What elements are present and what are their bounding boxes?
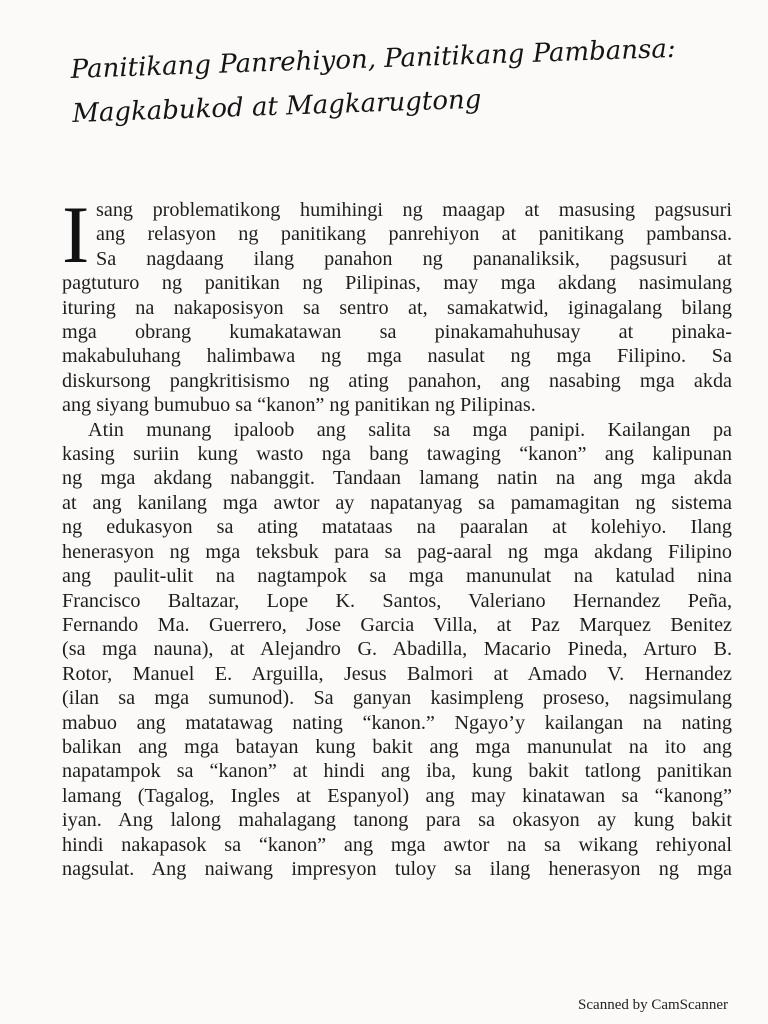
text-line: at ang kanilang mga awtor ay napatanyag sa pamamagitan ng sistema [62,491,732,514]
text-line: ang relasyon ng panitikang panrehiyon at panitikang pambansa. [96,223,732,246]
text-line: (sa mga nauna), at Alejandro G. Abadilla, Macario Pineda, Arturo B. [62,638,732,661]
text-line: ituring na nakaposisyon sa sentro at, samakatwid, iginagalang bilang [62,296,732,319]
drop-cap: I [62,189,90,280]
text-line: ng edukasyon sa ating matataas na paaralan at kolehiyo. Ilang [62,516,732,539]
text-line: Atin munang ipaloob ang salita sa mga panipi. Kailangan pa [88,418,732,441]
text-line: ang paulit-ulit na nagtampok sa mga manunulat na katulad nina [62,565,732,588]
text-line: nagsulat. Ang naiwang impresyon tuloy sa ilang henerasyon ng mga [62,857,732,880]
text-line: Sa nagdaang ilang panahon ng pananaliksik, pagsusuri at [96,247,732,270]
text-line: Rotor, Manuel E. Arguilla, Jesus Balmori at Amado V. Hernandez [62,662,732,685]
text-line: iyan. Ang lalong mahalagang tanong para sa okasyon ay kung bakit [62,809,732,832]
text-line: kasing suriin kung wasto nga bang tawaging “kanon” ang kalipunan [62,443,732,466]
text-line: mabuo ang matatawag nating “kanon.” Ngayo’y kailangan na nating [62,711,732,734]
paragraph-1-lines [62,189,732,418]
chapter-title [70,26,713,136]
text-line: ng mga akdang nabanggit. Tandaan lamang natin na ang mga akda [62,467,732,490]
text-line: Francisco Baltazar, Lope K. Santos, Valeriano Hernandez Peña, [62,589,732,612]
paragraph-2 [62,418,732,882]
text-line: makabuluhang halimbawa ng mga nasulat ng mga Filipino. Sa [62,345,732,368]
text-line: Fernando Ma. Guerrero, Jose Garcia Villa, at Paz Marquez Benitez [62,613,732,636]
text-line: diskursong pangkritisismo ng ating panahon, ang nasabing mga akda [62,369,732,392]
text-line: (ilan sa mga sumunod). Sa ganyan kasimpleng proseso, nagsimulang [62,687,732,710]
text-line: sang problematikong humihingi ng maagap at masusing pagsusuri [96,199,732,221]
text-line: lamang (Tagalog, Ingles at Espanyol) ang may kinatawan sa “kanong” [62,784,732,807]
text-line: ang siyang bumubuo sa “kanon” ng panitikan ng Pilipinas. [62,394,536,417]
scanner-watermark: Scanned by CamScanner [578,997,728,1013]
text-line: henerasyon ng mga teksbuk para sa pag-aaral ng mga akdang Filipino [62,540,732,563]
title-line-2: Magkabukod at Magkarugtong [71,84,482,129]
body-text [62,189,732,881]
paragraph-1 [62,189,732,418]
text-line: balikan ang mga batayan kung bakit ang mga manunulat na ito ang [62,735,732,758]
text-line: napatampok sa “kanon” at hindi ang iba, kung bakit tatlong panitikan [62,760,732,783]
text-line: pagtuturo ng panitikan ng Pilipinas, may mga akdang nasimulang [62,272,732,295]
title-line-1: Panitikang Panrehiyon, Panitikang Pambansa: [70,33,677,85]
text-line: hindi nakapasok sa “kanon” ang mga awtor na sa wikang rehiyonal [62,833,732,856]
text-line: mga obrang kumakatawan sa pinakamahuhusay at pinaka- [62,321,732,344]
